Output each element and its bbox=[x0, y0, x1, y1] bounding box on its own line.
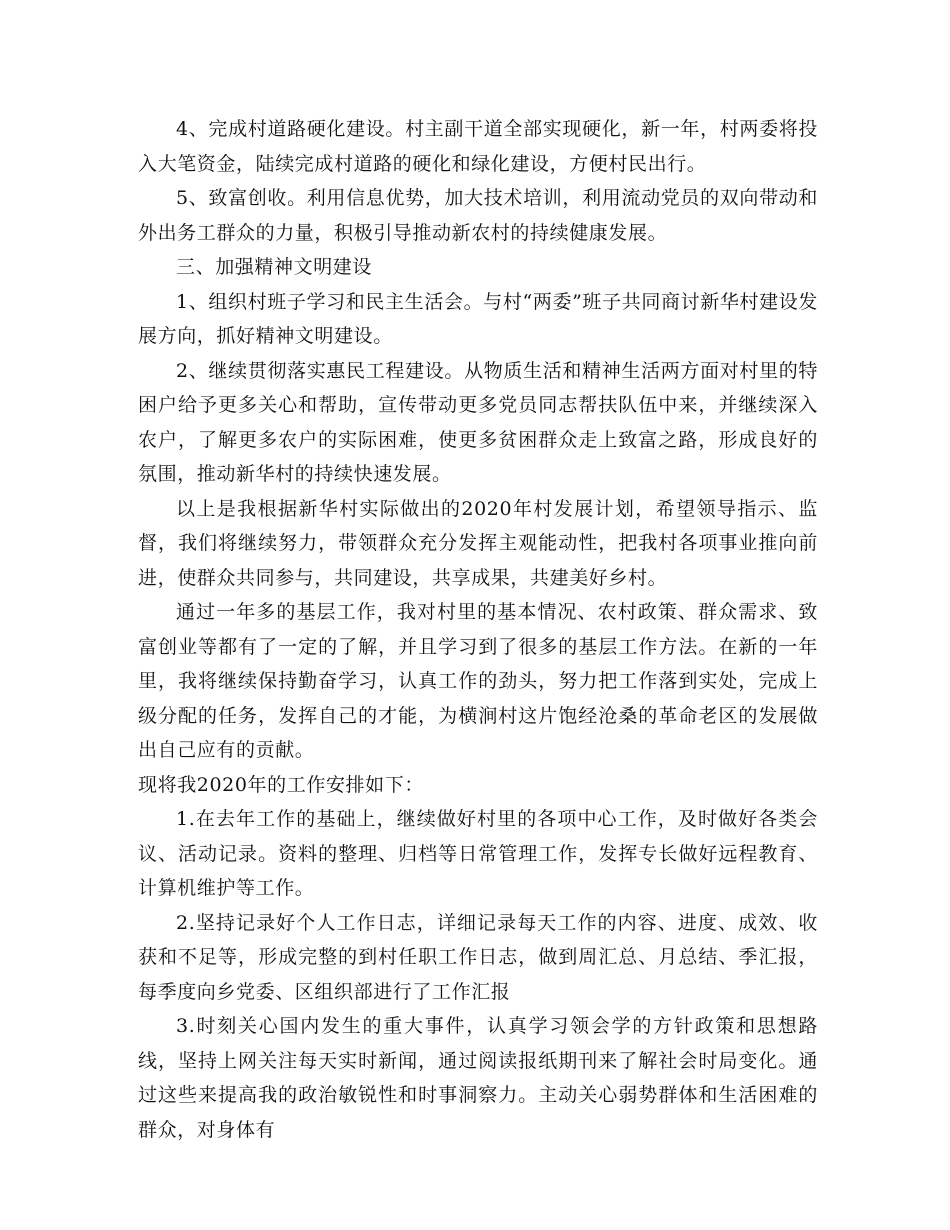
paragraph-plan-summary: 以上是我根据新华村实际做出的2020年村发展计划，希望领导指示、监督，我们将继续努力，带领群众充分发挥主观能动性，把我村各项事业推向前进，使群众共同参与，共同建设，共享成果，共建美好乡村。 bbox=[138, 497, 818, 589]
paragraph-task-1: 1.在去年工作的基础上，继续做好村里的各项中心工作，及时做好各类会议、活动记录。资料的整理、归档等日常管理工作，发挥专长做好远程教育、计算机维护等工作。 bbox=[138, 808, 818, 899]
section-heading-spiritual-civilization: 三、加强精神文明建设 bbox=[176, 256, 373, 278]
document-body bbox=[138, 112, 818, 1147]
paragraph-task-2: 2.坚持记录好个人工作日志，详细记录每天工作的内容、进度、成效、收获和不足等，形成完整的到村任职工作日志，做到周汇总、月总结、季汇报，每季度向乡党委、区组织部进行了工作汇报 bbox=[138, 911, 818, 1003]
paragraph-task-3: 3.时刻关心国内发生的重大事件，认真学习领会学的方针政策和思想路线，坚持上网关注每天实时新闻，通过阅读报纸期刊来了解社会时局变化。通过这些来提高我的政治敏锐性和时事洞察力。主动关心弱势群体和生活困难的群众，对身体有 bbox=[138, 1015, 818, 1141]
paragraph-work-arrangement-intro: 现将我2020年的工作安排如下： bbox=[138, 773, 424, 796]
paragraph-item-2-welfare: 2、继续贯彻落实惠民工程建设。从物质生活和精神生活两方面对村里的特困户给予更多关心和帮助，宣传带动更多党员同志帮扶队伍中来，并继续深入农户，了解更多农户的实际困难，使更多贫困群众走上致富之路，形成良好的氛围，推动新华村的持续快速发展。 bbox=[138, 359, 818, 485]
paragraph-item-4-road: 4、完成村道路硬化建设。村主副干道全部实现硬化，新一年，村两委将投入大笔资金，陆续完成村道路的硬化和绿化建设，方便村民出行。 bbox=[138, 118, 818, 175]
paragraph-item-5-income: 5、致富创收。利用信息优势，加大技术培训，利用流动党员的双向带动和外出务工群众的力量，积极引导推动新农村的持续健康发展。 bbox=[138, 187, 818, 244]
paragraph-work-reflection: 通过一年多的基层工作，我对村里的基本情况、农村政策、群众需求、致富创业等都有了一定的了解，并且学习到了很多的基层工作方法。在新的一年里，我将继续保持勤奋学习，认真工作的劲头，努力把工作落到实处，完成上级分配的任务，发挥自己的才能，为横涧村这片饱经沧桑的革命老区的发展做出自己应有的贡献。 bbox=[138, 601, 818, 761]
paragraph-item-1-study: 1、组织村班子学习和民主生活会。与村“两委”班子共同商讨新华村建设发展方向，抓好精神文明建设。 bbox=[138, 290, 818, 347]
